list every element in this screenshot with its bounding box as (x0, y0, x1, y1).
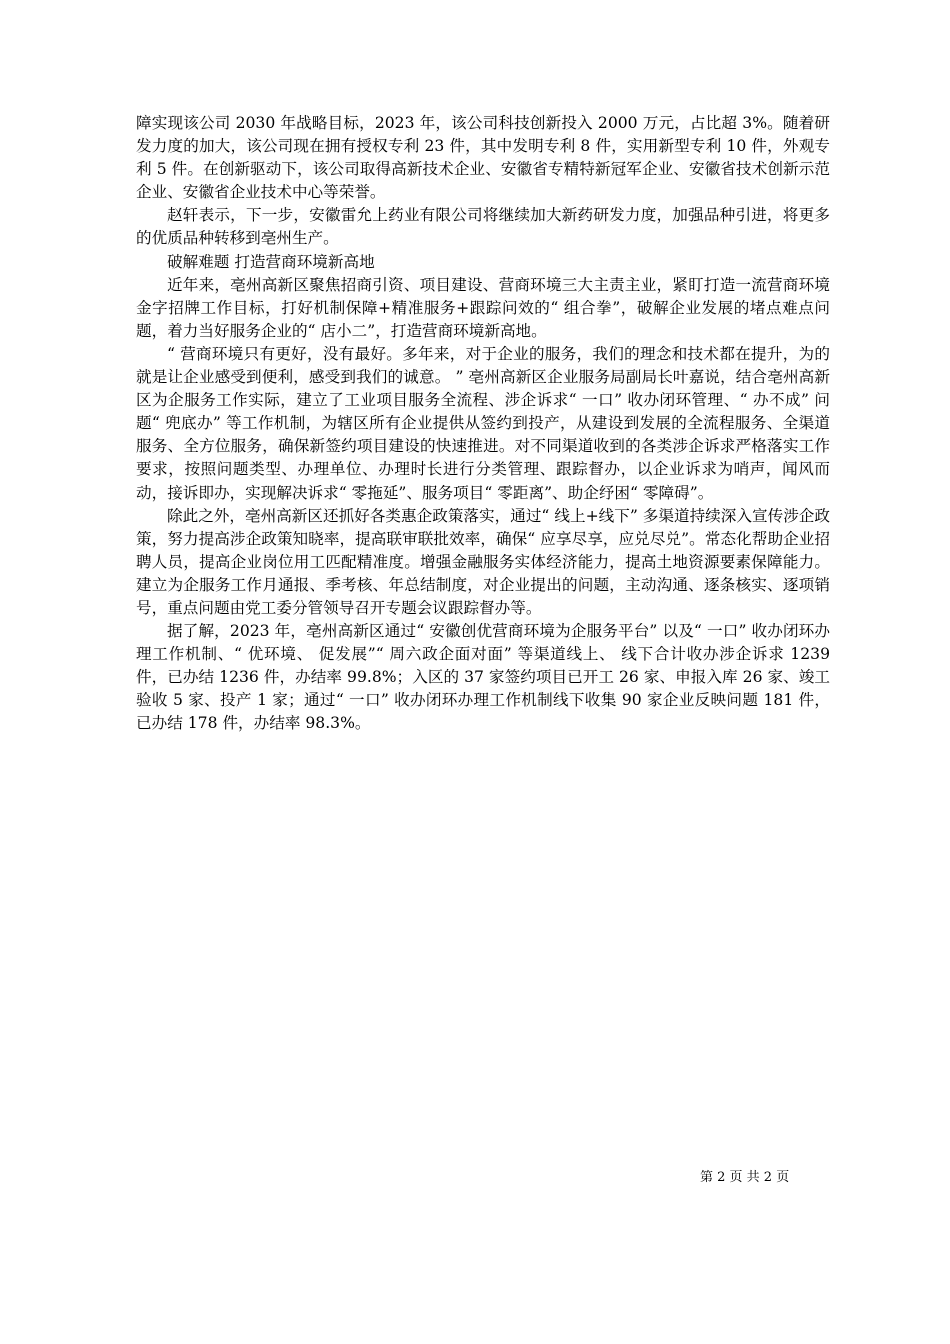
paragraph-5: 除此之外，亳州高新区还抓好各类惠企政策落实，通过“ 线上+线下” 多渠道持续深入宣传涉企政策，努力提高涉企政策知晓率，提高联审联批效率，确保“ 应享尽享，应兑尽兑”。常态化帮助企业招聘人员，提高企业岗位用工匹配精准度。增强金融服务实体经济能力，提高土地资源要素保障能力。建立为企服务工作月通报、季考核、年总结制度，对企业提出的问题，主动沟通、逐条核实、逐项销号，重点问题由党工委分管领导召开专题会议跟踪督办等。 (136, 506, 830, 617)
paragraph-3: 近年来，亳州高新区聚焦招商引资、项目建设、营商环境三大主责主业，紧盯打造一流营商环境金字招牌工作目标，打好机制保障+精准服务+跟踪问效的“ 组合拳”，破解企业发展的堵点难点问题，着力当好服务企业的“ 店小二”，打造营商环境新高地。 (136, 275, 830, 340)
document-body (136, 112, 830, 736)
paragraph-1: 障实现该公司 2030 年战略目标，2023 年，该公司科技创新投入 2000 万元，占比超 3%。随着研发力度的加大，该公司现在拥有授权专利 23 件，其中发明专利 8 件，实用新型专利 10 件，外观专利 5 件。在创新驱动下，该公司取得高新技术企业、安徽省专精特新冠军企业、安徽省技术创新示范企业、安徽省企业技术中心等荣誉。 (136, 114, 830, 202)
paragraph-2: 赵轩表示，下一步，安徽雷允上药业有限公司将继续加大新药研发力度，加强品种引进，将更多的优质品种转移到亳州生产。 (136, 206, 830, 248)
page-number: 第 2 页 共 2 页 (700, 1170, 790, 1185)
section-heading: 破解难题 打造营商环境新高地 (167, 252, 375, 271)
paragraph-4: “ 营商环境只有更好，没有最好。多年来，对于企业的服务，我们的理念和技术都在提升，为的就是让企业感受到便利，感受到我们的诚意。 ” 亳州高新区企业服务局副局长叶嘉说，结合亳州高新区为企服务工作实际，建立了工业项目服务全流程、涉企诉求“ 一口” 收办闭环管理、“ 办不成” 问题“ 兜底办” 等工作机制，为辖区所有企业提供从签约到投产，从建设到发展的全流程服务、全渠道服务、全方位服务，确保新签约项目建设的快速推进。对不同渠道收到的各类涉企诉求严格落实工作要求，按照问题类型、办理单位、办理时长进行分类管理、跟踪督办，以企业诉求为哨声，闻风而动，接诉即办，实现解决诉求“ 零拖延”、服务项目“ 零距离”、助企纾困“ 零障碍”。 (136, 344, 830, 502)
paragraph-6: 据了解，2023 年，亳州高新区通过“ 安徽创优营商环境为企服务平台” 以及“ 一口” 收办闭环办理工作机制、“ 优环境、 促发展”“ 周六政企面对面” 等渠道线上、 线下合计收办涉企诉求 1239 件，已办结 1236 件，办结率 99.8%；入区的 37 家签约项目已开工 26 家、申报入库 26 家、竣工验收 5 家、投产 1 家；通过“ 一口” 收办闭环办理工作机制线下收集 90 家企业反映问题 181 件，已办结 178 件，办结率 98.3%。 (136, 622, 830, 733)
